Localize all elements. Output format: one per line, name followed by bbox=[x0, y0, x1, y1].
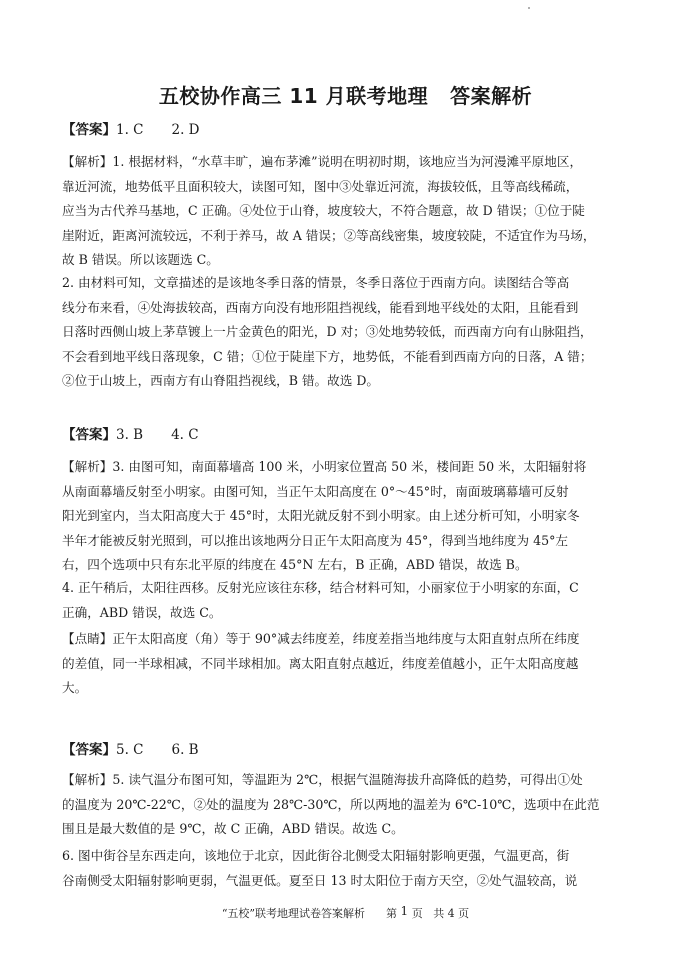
analysis-paragraph bbox=[62, 844, 642, 893]
analysis-paragraph bbox=[62, 768, 642, 842]
text-line: 【解析】3. 由图可知，南面幕墙高 100 米，小明家位置高 50 米，楼间距 50 米，太阳辐射将 bbox=[62, 459, 587, 474]
tip-paragraph bbox=[62, 627, 642, 701]
text-line: 【解析】5. 读气温分布图可知，等温距为 2℃，根据气温随海拔升高降低的趋势，可得出①处 bbox=[62, 772, 583, 787]
text-line: 的温度为 20℃-22℃，②处的温度为 28℃-30℃，所以两地的温差为 6℃-10℃，选项中在此范 bbox=[62, 796, 600, 812]
text-line: 从南面幕墙反射至小明家。由图可知，当正午太阳高度在 0°～45°时，南面玻璃幕墙可反射 bbox=[62, 483, 569, 499]
answer-item: 1. C bbox=[116, 122, 144, 138]
answer-line-2 bbox=[62, 423, 642, 448]
text-line: 【解析】1. 根据材料，“水草丰旷，遍布茅滩”说明在明初时期，该地应当为河漫滩平原地区， bbox=[62, 154, 583, 169]
answer-item: 2. D bbox=[171, 122, 200, 138]
text-line: 【点睛】正午太阳高度（角）等于 90°减去纬度差，纬度差指当地纬度与太阳直射点所在纬度 bbox=[62, 631, 580, 646]
answer-label: 【答案】 bbox=[62, 742, 116, 758]
title-main: 五校协作高三 11 月联考地理 bbox=[158, 84, 429, 108]
footer-page-mid: 页 bbox=[411, 907, 423, 920]
page-title bbox=[0, 80, 691, 109]
text-line: 不会看到地平线日落现象，C 错；①位于陡崖下方，地势低，不能看到西南方向的日落，A 错； bbox=[62, 348, 593, 364]
answer-item: 5. C bbox=[116, 742, 144, 758]
answer-label: 【答案】 bbox=[62, 122, 116, 138]
text-line: 2. 由材料可知，文章描述的是该地冬季日落的情景，冬季日落位于西南方向。读图结合等高 bbox=[62, 275, 570, 290]
analysis-paragraph bbox=[62, 150, 642, 273]
text-line: 4. 正午稍后，太阳往西移。反射光应该往东移，结合材料可知，小丽家位于小明家的东面，C bbox=[62, 580, 579, 595]
text-line: 阳光到室内，当太阳高度大于 45°时，太阳光就反射不到小明家。由上述分析可知，小明家冬 bbox=[62, 508, 580, 523]
analysis-paragraph bbox=[62, 455, 642, 578]
page-footer bbox=[0, 905, 691, 921]
text-line: 谷南侧受太阳辐射影响更弱，气温更低。夏至日 13 时太阳位于南方天空，②处气温较高，说 bbox=[62, 872, 578, 888]
answer-item: 4. C bbox=[171, 427, 199, 443]
text-line: ②位于山坡上，西南方有山脊阻挡视线，B 错。故选 D。 bbox=[62, 373, 380, 388]
answer-item: 6. B bbox=[171, 742, 199, 758]
answer-item: 3. B bbox=[116, 427, 144, 443]
text-line: 的差值，同一半球相减，不同半球相加。离太阳直射点越近，纬度差值越小，正午太阳高度越 bbox=[62, 655, 579, 671]
scan-speck bbox=[528, 7, 530, 9]
text-line: 大。 bbox=[62, 680, 88, 695]
text-line: 靠近河流，地势低平且面积较大，读图可知，图中③处靠近河流，海拔较低，且等高线稀疏， bbox=[62, 178, 579, 194]
analysis-paragraph bbox=[62, 271, 642, 394]
text-line: 故 B 错误。所以该题选 C。 bbox=[62, 252, 219, 267]
text-line: 正确，ABD 错误，故选 C。 bbox=[62, 604, 222, 620]
text-line: 6. 图中街谷呈东西走向，该地位于北京，因此街谷北侧受太阳辐射影响更强，气温更高，街 bbox=[62, 848, 570, 863]
text-line: 围且是最大数值的是 9℃，故 C 正确，ABD 错误。故选 C。 bbox=[62, 821, 404, 836]
analysis-paragraph bbox=[62, 576, 642, 625]
text-line: 崖附近，距离河流较远，不利于养马，故 A 错误；②等高线密集，坡度较陡，不适宜作为马场， bbox=[62, 227, 596, 243]
answer-label: 【答案】 bbox=[62, 427, 116, 443]
answer-line-1 bbox=[62, 118, 642, 143]
footer-page-prefix: 第 bbox=[386, 907, 398, 920]
answer-line-3 bbox=[62, 738, 642, 763]
footer-doc-title: “五校”联考地理试卷答案解析 bbox=[221, 907, 366, 920]
text-line: 日落时西侧山坡上茅草镀上一片金黄色的阳光，D 对；③处地势较低，而西南方向有山脉阻挡， bbox=[62, 324, 593, 339]
footer-page-number: 1 bbox=[400, 904, 409, 918]
footer-page-total: 共 4 页 bbox=[433, 907, 470, 920]
text-line: 半年才能被反射光照到，可以推出该地两分日正午太阳高度为 45°，得到当地纬度为 45°左 bbox=[62, 532, 569, 548]
text-line: 应当为古代养马基地，C 正确。④处位于山脊，坡度较大，不符合题意，故 D 错误；①位于陡 bbox=[62, 203, 585, 218]
text-line: 线分布来看，④处海拔较高，西南方向没有地形阻挡视线，能看到地平线处的太阳，且能看到 bbox=[62, 299, 579, 315]
text-line: 右，四个选项中只有东北平原的纬度在 45°N 左右，B 正确，ABD 错误，故选 B。 bbox=[62, 557, 528, 572]
title-sub: 答案解析 bbox=[450, 84, 533, 108]
